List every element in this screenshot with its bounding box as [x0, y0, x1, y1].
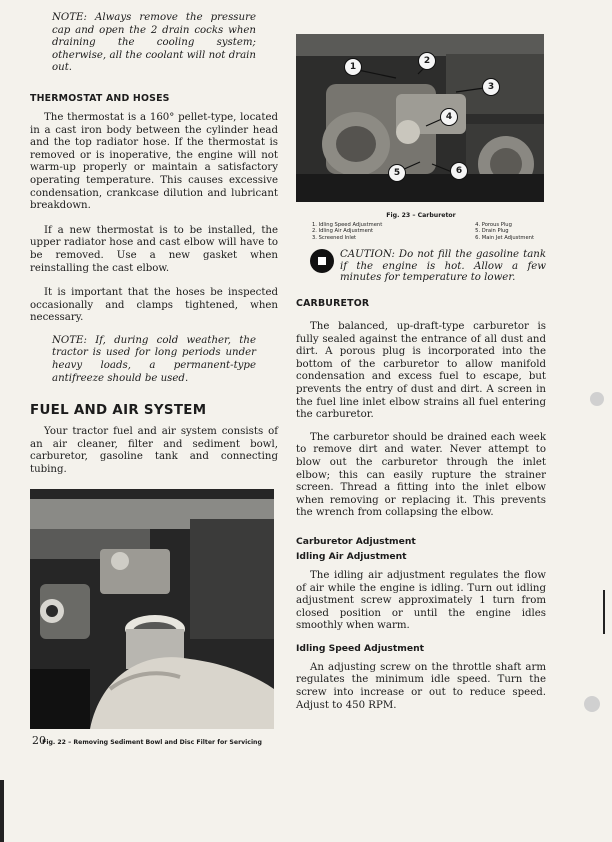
figure-23-photo: [296, 34, 544, 202]
carburetor-adjustment-heading: Carburetor Adjustment: [296, 535, 416, 547]
safety-cross-icon: [310, 249, 334, 273]
caution-block: [296, 249, 546, 284]
right-column: [296, 34, 546, 712]
callout-1: 1: [344, 58, 362, 76]
margin-mark: [603, 590, 605, 634]
legend-item-3: 3. Screened Inlet: [312, 234, 357, 241]
idling-speed-heading: Idling Speed Adjustment: [296, 642, 425, 654]
callout-6: 6: [450, 162, 468, 180]
pressure-cap-note: NOTE: Always remove the pressure cap and open the 2 drain cocks when draining the cooling system; otherwise, all the coolant will not drain out.: [52, 12, 256, 74]
left-column: [30, 12, 278, 747]
thermostat-paragraph-3: It is important that the hoses be inspected occasionally and clamps tightened, when necessary.: [30, 287, 278, 324]
sediment-bowl-photo: [30, 489, 274, 729]
idling-air-heading: Idling Air Adjustment: [296, 550, 407, 562]
page-number: 20: [32, 734, 46, 747]
carburetor-paragraph-1: The balanced, up-draft-type carburetor is fully sealed against the entrance of all dust and dirt. A porous plug is incorporated into the bottom of the carburetor to allow manifold condensation and excess fuel to escape, but prevents the entry of dust and dirt. A screen in the fuel line inlet elbow strains all fuel entering the carburetor.: [296, 321, 546, 421]
callout-4: 4: [440, 108, 458, 126]
carburetor-heading: CARBURETOR: [296, 298, 370, 309]
callout-2: 2: [418, 52, 436, 70]
legend-item-2: 2. Idling Air Adjustment: [312, 228, 374, 235]
figure-22-photo: [30, 489, 274, 729]
idling-speed-paragraph: An adjusting screw on the throttle shaft arm regulates the minimum idle speed. Turn the screw into increase or out to reduce speed. Adjust to 450 RPM.: [296, 661, 546, 711]
carburetor-paragraph-2: The carburetor should be drained each week to remove dirt and water. Never attempt to blow out the carburetor through the inlet elbow; this can easily rupture the strainer screen. Thread a fitting into the inlet elbow when removing or replacing it. This prevents the wrench from collapsing the elbow.: [296, 431, 546, 519]
idling-air-paragraph: The idling air adjustment regulates the flow of air while the engine is idling. Turn out idling adjustment screw approximately 1 turn from closed position or until the engine idles smoothly when warm.: [296, 569, 546, 632]
caution-text: CAUTION: Do not fill the gasoline tank if the engine is hot. Allow a few minutes for temperature to lower.: [340, 249, 546, 284]
legend-item-1: 1. Idling Speed Adjustment: [312, 222, 383, 228]
legend-item-4: 4. Porous Plug: [475, 222, 512, 228]
fuel-air-paragraph: Your tractor fuel and air system consists of an air cleaner, filter and sediment bowl, carburetor, gasoline tank and connecting tubing.: [30, 426, 278, 476]
fuel-air-heading: FUEL AND AIR SYSTEM: [30, 403, 207, 419]
thermostat-heading: THERMOSTAT AND HOSES: [30, 92, 170, 104]
page-edge-mark: [0, 780, 4, 842]
callout-3: 3: [482, 78, 500, 96]
figure-23-legend: [296, 222, 546, 241]
figure-23-caption: Fig. 23 – Carburetor: [386, 212, 456, 219]
punch-hole-lower: [584, 696, 600, 712]
antifreeze-note: NOTE: If, during cold weather, the tractor is used for long periods under heavy loads, a permanent-type antifreeze should be used.: [52, 334, 256, 384]
legend-left: [312, 222, 382, 241]
figure-22-caption: Fig. 22 – Removing Sediment Bowl and Disc Filter for Servicing: [42, 738, 262, 746]
punch-hole-upper: [590, 392, 604, 406]
thermostat-paragraph-1: The thermostat is a 160° pellet-type, located in a cast iron body between the cylinder head and the top radiator hose. If the thermostat is removed or is inoperative, the engine will not warm-up properly or maintain a satisfactory operating temperature. This causes excessive condensation, crankcase dilution and lubricant breakdown.: [30, 111, 278, 212]
legend-item-6: 6. Main Jet Adjustment: [475, 234, 534, 241]
callout-5: 5: [388, 164, 406, 182]
thermostat-paragraph-2: If a new thermostat is to be installed, the upper radiator hose and cast elbow will have to be removed. Use a new gasket when reinstalling the cast elbow.: [30, 224, 278, 274]
legend-item-5: 5. Drain Plug: [475, 228, 509, 235]
legend-right: [475, 222, 534, 241]
